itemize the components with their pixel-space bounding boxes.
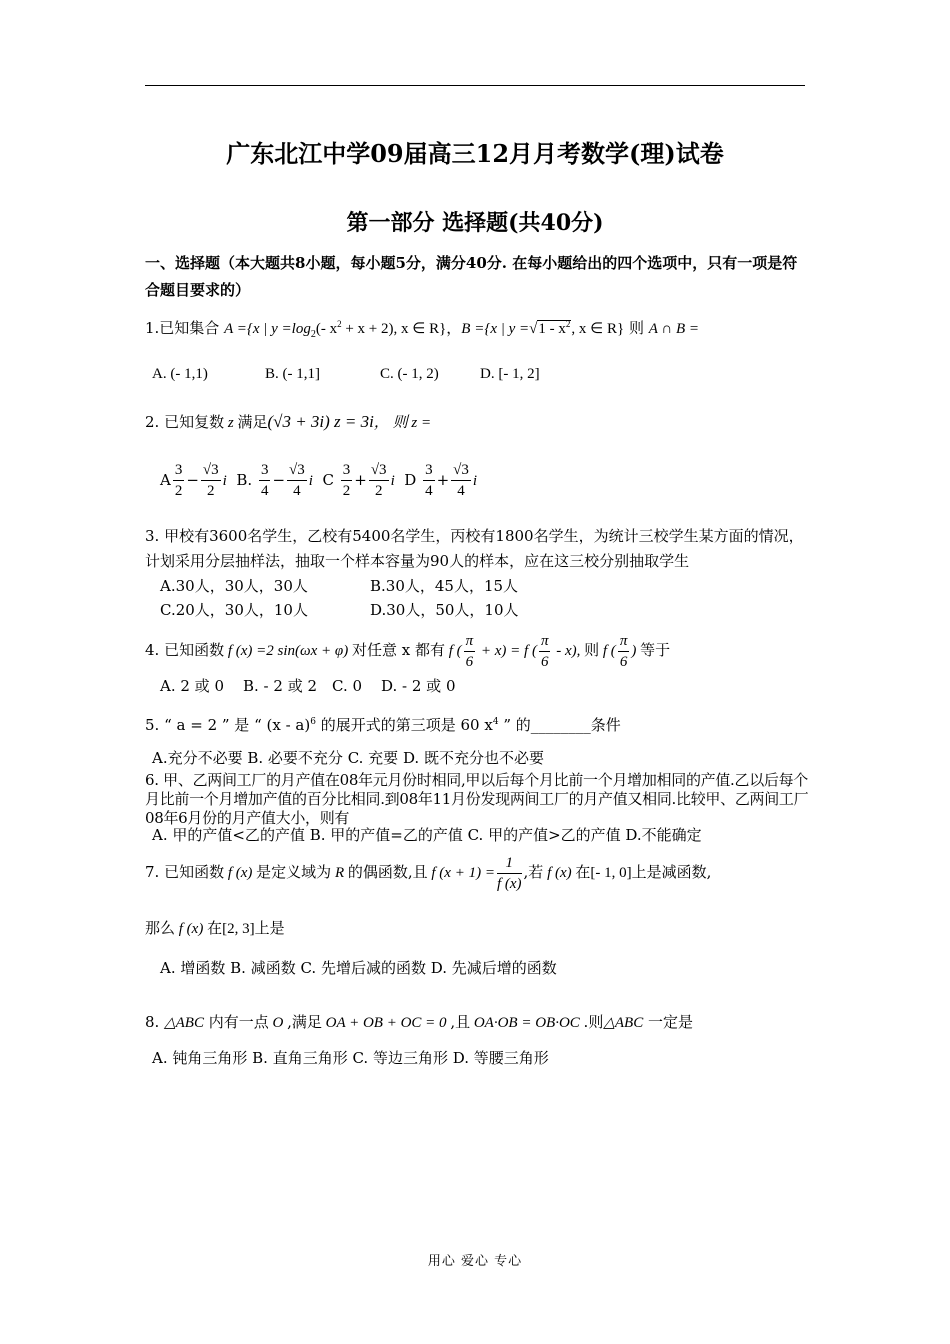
section-title: 第一部分 选择题(共40分) <box>346 210 604 236</box>
q4-option-b: B. - 2 或 2 <box>243 677 318 695</box>
q1-setA-rest: (- x <box>315 321 338 337</box>
q2-z: z <box>224 415 238 431</box>
question-6: 6. 甲、乙两间工厂的月产值在08年元月份时相同,甲以后每个月比前一个月增加相同的产值.乙以后每个月比前一个月增加产值的百分比相同.到08年11月份发现两间工厂的月产值又相同.比较甲、乙两间工厂08年6月份的月产值大小，则有 <box>145 771 809 827</box>
question-7: 7. 已知函数 f (x) 是定义域为 R 的偶函数,且 f (x + 1) = $\frac{1}{f (x)}$ ,若 f (x) 在[- 1, 0]上是减函数, <box>145 854 712 892</box>
q2-option-b: B. $\frac{3}{4}$ − $\frac{√3}{4}$ i <box>236 462 313 499</box>
question-2 <box>145 410 810 435</box>
q1-option-a: A. (- 1,1) <box>152 366 208 382</box>
q1-comma: ， <box>446 319 462 337</box>
question-8: 8. △ABC 内有一点 O ,满足 OA + OB + OC = 0 ,且 OA·OB = OB·OC .则△ABC 一定是 <box>145 1013 693 1031</box>
question-5: 5. “ a = 2 ” 是 “ (x - a)$^6$ 的展开式的第三项是 60 $x^4$ ” 的________条件 <box>145 716 621 734</box>
q2-prefix: 2. 已知复数 <box>145 413 225 431</box>
q2-option-c: C $\frac{3}{2}$ + $\frac{√3}{2}$ i <box>322 462 395 499</box>
q4-func: f (x) =2 sin(ωx + φ) <box>224 643 352 659</box>
q2-tail: ， 则 z = <box>373 415 432 431</box>
question-7-line2: 那么 f (x) 在[2, 3]上是 <box>145 919 285 937</box>
q3-option-a: A.30人，30人，30人 <box>160 577 308 595</box>
q1-option-b: B. (- 1,1] <box>265 366 320 382</box>
q1-sq1: 2 <box>337 319 342 329</box>
page-footer: 用心 爱心 专心 <box>427 1254 523 1269</box>
q4-option-a: A. 2 或 0 <box>160 677 224 695</box>
q3-option-c: C.20人，30人，10人 <box>160 601 308 619</box>
q1-setA-rest2: + x + 2), x ∈ R} <box>341 321 447 337</box>
q5-options: A.充分不必要 B. 必要不充分 C. 充要 D. 既不充分也不必要 <box>152 749 544 767</box>
q6-options: A. 甲的产值<乙的产值 B. 甲的产值=乙的产值 C. 甲的产值>乙的产值 D.不能确定 <box>152 826 702 844</box>
q7-options: A. 增函数 B. 减函数 C. 先增后减的函数 D. 先减后增的函数 <box>160 959 557 977</box>
q1-option-c: C. (- 1, 2) <box>380 366 439 382</box>
page-title: 广东北江中学09届高三12月月考数学(理)试卷 <box>226 139 724 168</box>
q2-cond: 满足 <box>237 413 268 431</box>
question-3: 3. 甲校有3600名学生，乙校有5400名学生，丙校有1800名学生，为统计三校学生某方面的情况，计划采用分层抽样法，抽取一个样本容量为90人的样本，应在这三校分别抽取学生 <box>145 527 804 570</box>
q3-option-d: D.30人，50人，10人 <box>370 601 519 619</box>
q1-setB-sqrt: 1 - x <box>538 321 566 337</box>
q1-prefix: 1.已知集合 <box>145 319 220 337</box>
q4-option-c: C. 0 <box>332 677 363 695</box>
q2-option-a: A $\frac{3}{2}$ − $\frac{√3}{2}$ i <box>160 462 227 499</box>
q3-option-b: B.30人，45人，15人 <box>370 577 519 595</box>
q2-options <box>160 460 477 501</box>
q1-ask: A ∩ B = <box>648 321 699 337</box>
q1-setA-sub: 2 <box>310 329 316 340</box>
section-instructions: 一、选择题（本大题共8小题，每小题5分，满分40分. 在每小题给出的四个选项中，只有一项是符合题目要求的） <box>145 254 798 299</box>
q1-setA: A ={x | y =log <box>224 321 311 337</box>
q2-option-d: D $\frac{3}{4}$ + $\frac{√3}{4}$ i <box>404 462 478 499</box>
q8-options: A. 钝角三角形 B. 直角三角形 C. 等边三角形 D. 等腰三角形 <box>152 1049 549 1067</box>
q1-tail: 则 <box>624 319 649 337</box>
q1-option-d: D. [- 1, 2] <box>480 366 540 382</box>
q4-option-d: D. - 2 或 0 <box>381 677 456 695</box>
question-1: 1.已知集合 A ={x | $y =\log_2(-$ $x^2 + x + 2$), x ∈ R}，B ={x | $y =√1 - x^2$, x ∈ R} 则 A ∩ B = <box>145 319 699 340</box>
header-rule <box>145 85 805 86</box>
q2-expr: (√3 + 3i) z = 3i <box>267 412 374 431</box>
q1-setB: B ={x | y = <box>461 321 530 337</box>
q1-setB-rest: , x ∈ R} <box>571 321 625 337</box>
question-4: 4. 已知函数 f (x) =2 sin(ωx + φ) 对任意 x 都有 f ( $\frac{\pi}{6}$ + x) = f ( $\frac{\pi}{6}$ - x), 则 f ( $\frac{\pi}{6}$ ) 等于 <box>145 632 671 670</box>
